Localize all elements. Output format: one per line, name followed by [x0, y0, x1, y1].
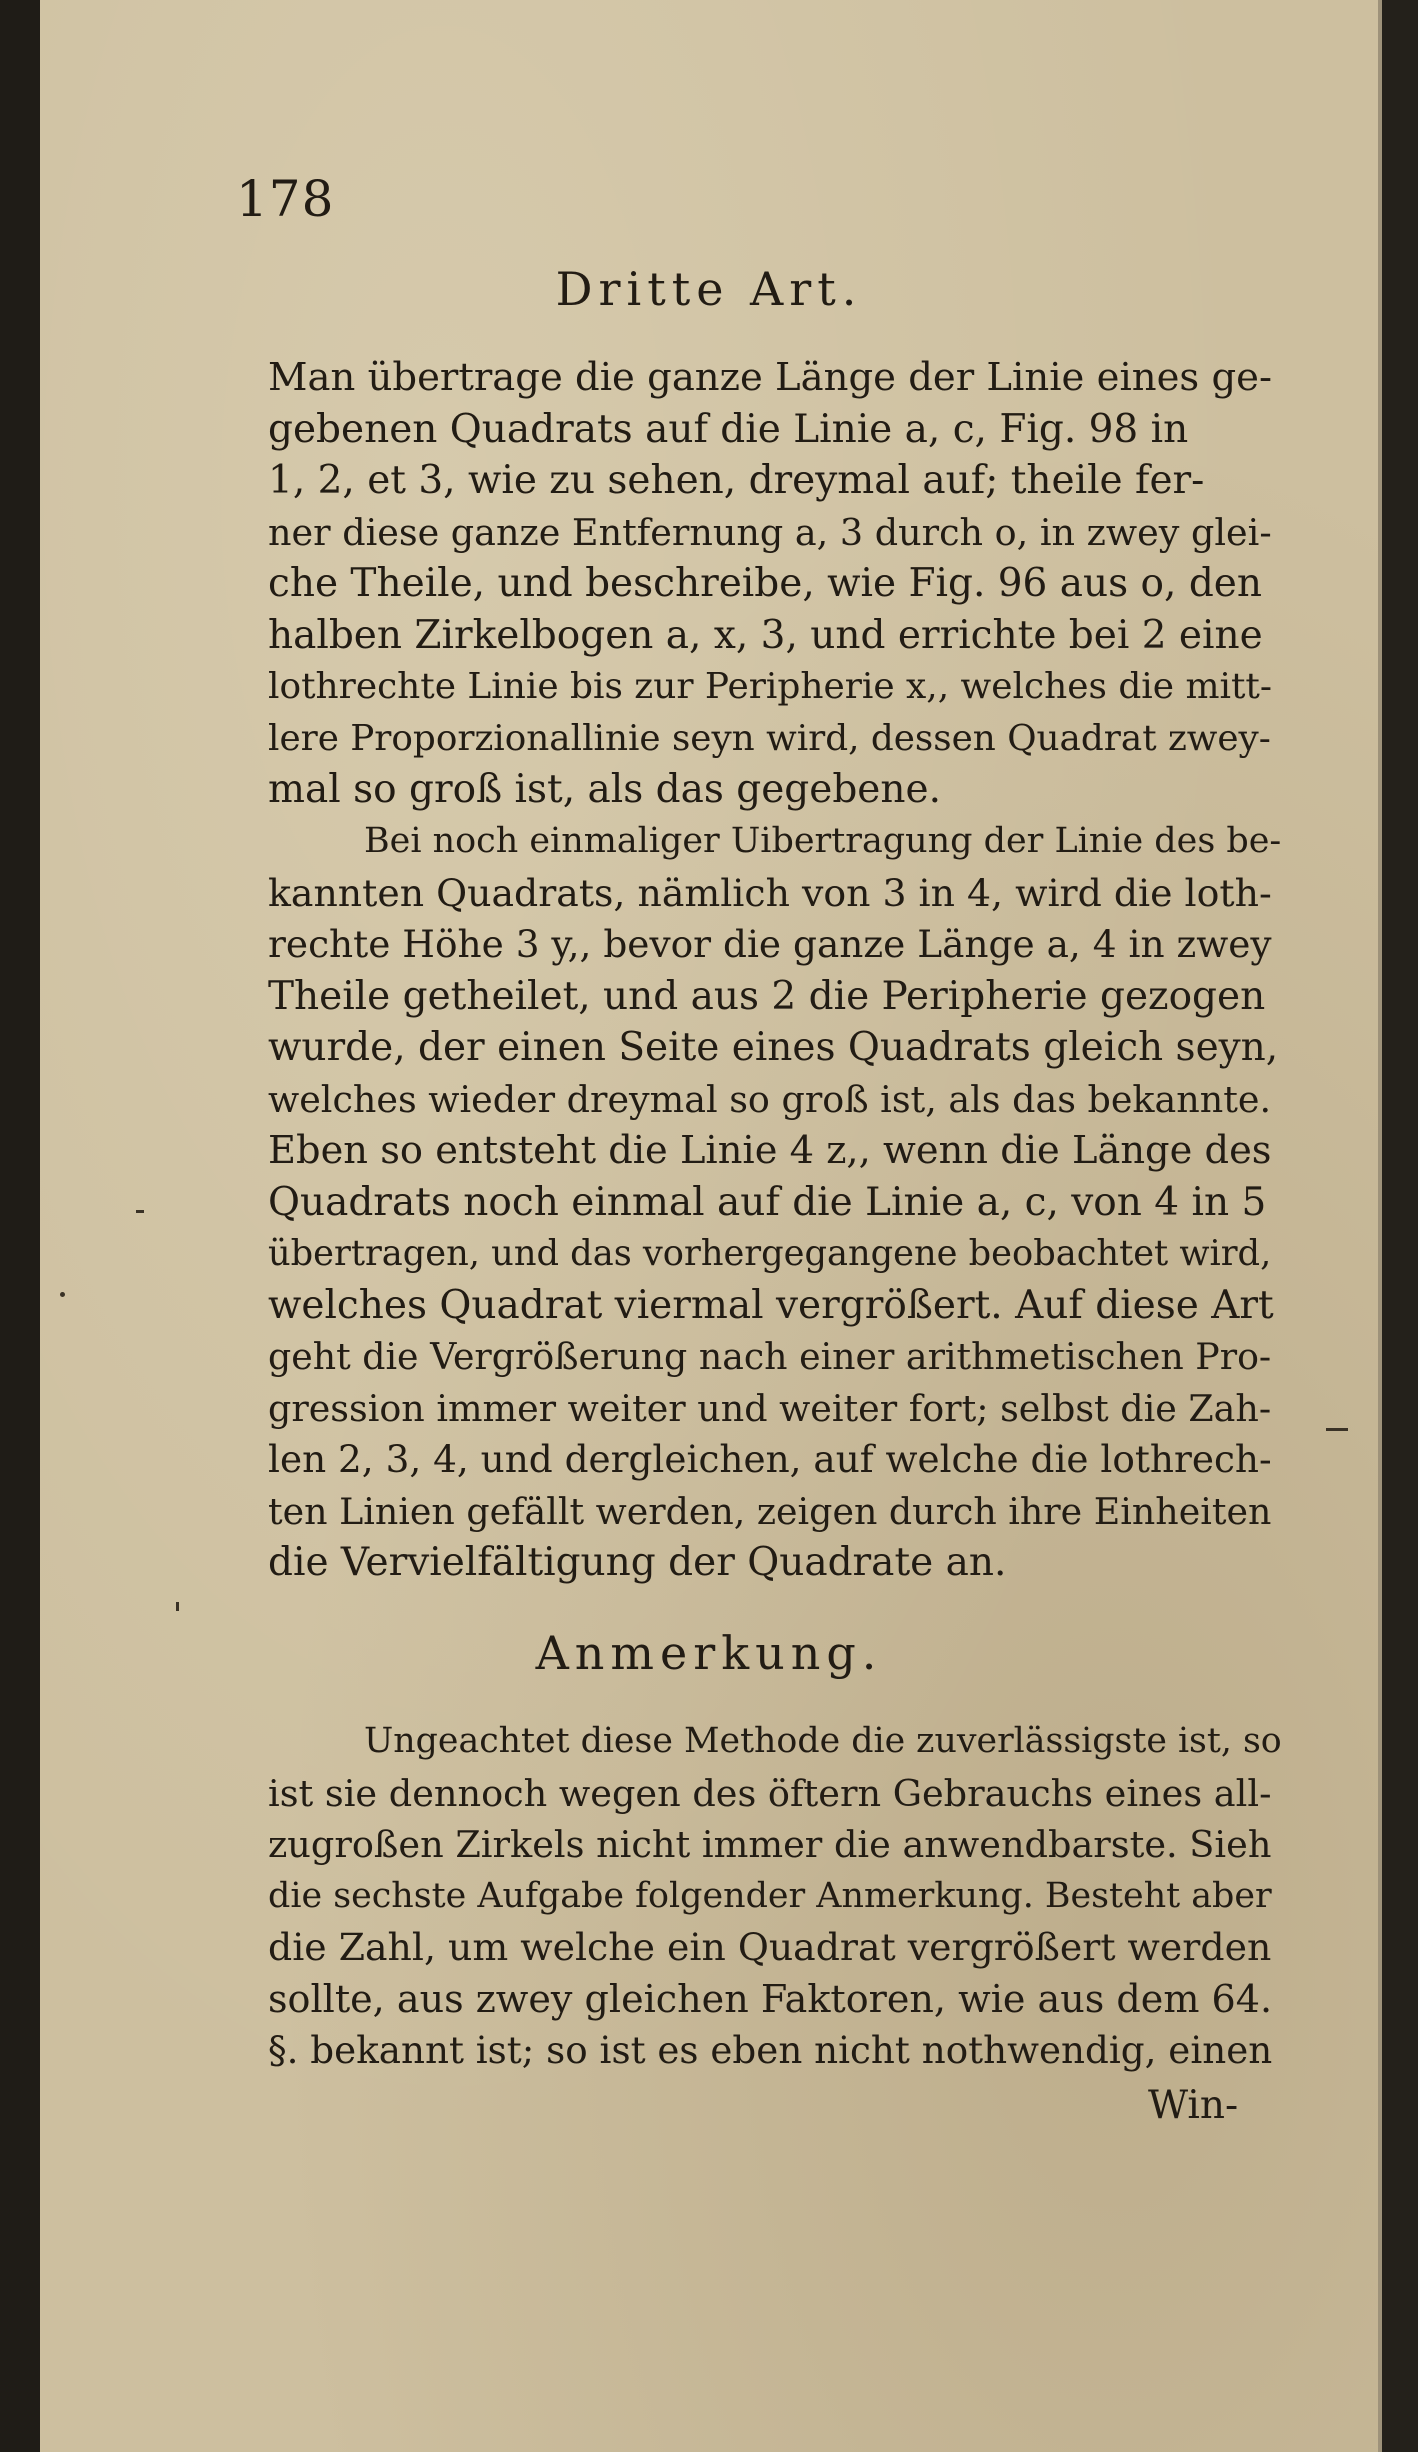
text-line: die sechste Aufgabe folgender Anmerkung. Besteht aber — [268, 1875, 1272, 1916]
paragraph-3 — [268, 1716, 1282, 2077]
text-line: geht die Vergrößerung nach einer arithmetischen Pro- — [268, 1335, 1272, 1378]
text-line: zugroßen Zirkels nicht immer die anwendbarste. Sieh — [268, 1823, 1272, 1866]
text-line: Eben so entsteht die Linie 4 z,, wenn die Länge des — [268, 1128, 1272, 1173]
text-line: mal so groß ist, als das gegebene. — [268, 767, 941, 812]
text-line: Bei noch einmaliger Uibertragung der Linie des be- — [364, 821, 1282, 861]
paragraph-1 — [268, 352, 1282, 816]
text-line: §. bekannt ist; so ist es eben nicht nothwendig, einen — [268, 2028, 1273, 2072]
text-line: ist sie dennoch wegen des öftern Gebrauchs eines all- — [268, 1771, 1272, 1815]
text-line: ner diese ganze Entfernung a, 3 durch o, in zwey glei- — [268, 510, 1272, 554]
text-line: welches Quadrat viermal vergrößert. Auf diese Art — [268, 1282, 1274, 1328]
text-line: übertragen, und das vorhergegangene beobachtet wird, — [268, 1233, 1272, 1274]
text-line: die Zahl, um welche ein Quadrat vergrößert werden — [268, 1925, 1272, 1969]
text-line: die Vervielfältigung der Quadrate an. — [268, 1540, 1007, 1585]
page-number: 178 — [236, 170, 335, 228]
text-line: len 2, 3, 4, und dergleichen, auf welche die lothrech- — [268, 1437, 1272, 1481]
margin-speck — [136, 1210, 144, 1213]
text-line: 1, 2, et 3, wie zu sehen, dreymal auf; theile fer- — [268, 458, 1205, 503]
text-line: kannten Quadrats, nämlich von 3 in 4, wird die loth- — [268, 870, 1272, 915]
text-line: rechte Höhe 3 y,, bevor die ganze Länge a, 4 in zwey — [268, 922, 1272, 966]
text-line: halben Zirkelbogen a, x, 3, und errichte bei 2 eine — [268, 612, 1263, 658]
section-heading-anmerkung: Anmerkung. — [535, 1626, 883, 1680]
paragraph-2 — [268, 816, 1282, 1589]
text-line: lothrechte Linie bis zur Peripherie x,, welches die mitt- — [268, 666, 1272, 707]
text-line: Man übertrage die ganze Länge der Linie eines ge- — [268, 355, 1273, 400]
section-heading-dritte-art: Dritte Art. — [555, 262, 863, 316]
text-line: welches wieder dreymal so groß ist, als das bekannte. — [268, 1077, 1272, 1121]
text-line: gression immer weiter und weiter fort; selbst die Zah- — [268, 1386, 1272, 1430]
text-line: Theile getheilet, und aus 2 die Peripherie gezogen — [268, 973, 1266, 1019]
text-line: lere Proporzionallinie seyn wird, dessen Quadrat zwey- — [268, 717, 1271, 759]
text-line: gebenen Quadrats auf die Linie a, c, Fig. 98 in — [268, 406, 1189, 452]
catchword: Win- — [1148, 2083, 1239, 2128]
margin-speck — [176, 1602, 179, 1611]
margin-speck — [1326, 1428, 1348, 1431]
text-line: Quadrats noch einmal auf die Linie a, c, von 4 in 5 — [268, 1179, 1267, 1225]
text-line: wurde, der einen Seite eines Quadrats gleich seyn, — [268, 1025, 1279, 1070]
text-line: che Theile, und beschreibe, wie Fig. 96 aus o, den — [268, 561, 1262, 606]
margin-speck — [60, 1292, 65, 1297]
text-line: sollte, aus zwey gleichen Faktoren, wie aus dem 64. — [268, 1976, 1273, 2021]
text-line: ten Linien gefällt werden, zeigen durch ihre Einheiten — [268, 1489, 1272, 1533]
book-binding-edge — [1382, 0, 1418, 2452]
text-line: Ungeachtet diese Methode die zuverlässigste ist, so — [364, 1721, 1282, 1761]
